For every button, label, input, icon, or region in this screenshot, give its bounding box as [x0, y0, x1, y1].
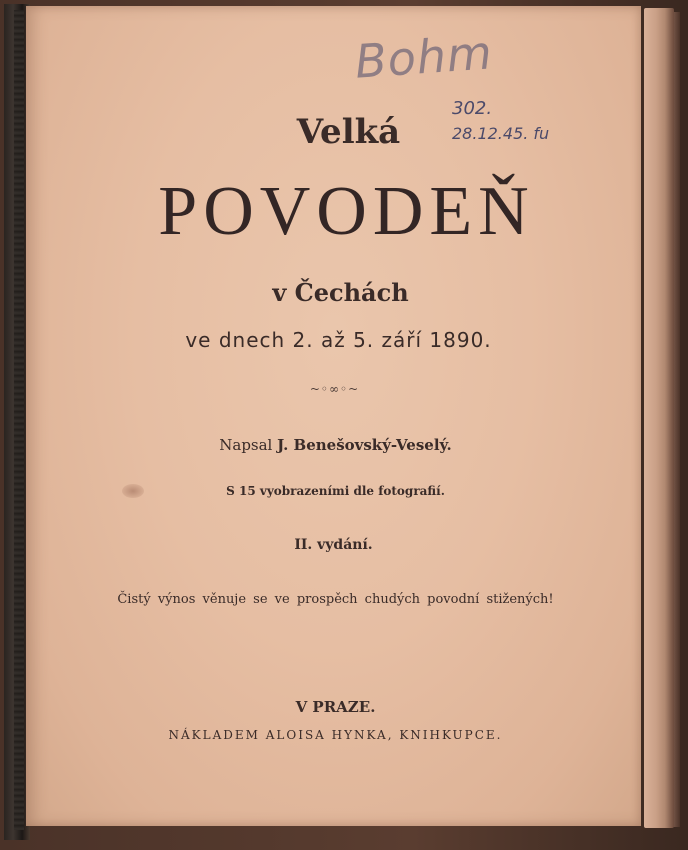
handwritten-signature: Bohm — [353, 25, 495, 89]
proceeds-note: Čistý výnos věnuje se ve prospěch chudých povodní stižených! — [117, 592, 554, 607]
author-line — [26, 436, 641, 454]
ornament-divider: ~◦∞◦~ — [309, 382, 360, 396]
title-line-velka: Velká — [296, 112, 401, 152]
author-name: J. Benešovský-Veselý. — [277, 436, 452, 454]
imprint-publisher: NÁKLADEM ALOISA HYNKA, KNIHKUPCE. — [168, 728, 503, 742]
edition-label: II. vydání. — [294, 537, 373, 553]
handwritten-number: 302. — [452, 98, 493, 119]
author-prefix: Napsal — [219, 436, 273, 454]
illustrations-note: S 15 vyobrazeními dle fotografií. — [226, 484, 445, 498]
spine-binding — [14, 10, 24, 830]
page-edges — [644, 8, 674, 828]
title-line-v-cechach: v Čechách — [272, 278, 409, 307]
title-line-povoden: POVODEŇ — [158, 173, 535, 250]
title-dates: ve dnech 2. až 5. září 1890. — [185, 328, 492, 352]
handwritten-date: 28.12.45. fu — [452, 124, 550, 143]
imprint-place: V PRAZE. — [295, 698, 376, 716]
